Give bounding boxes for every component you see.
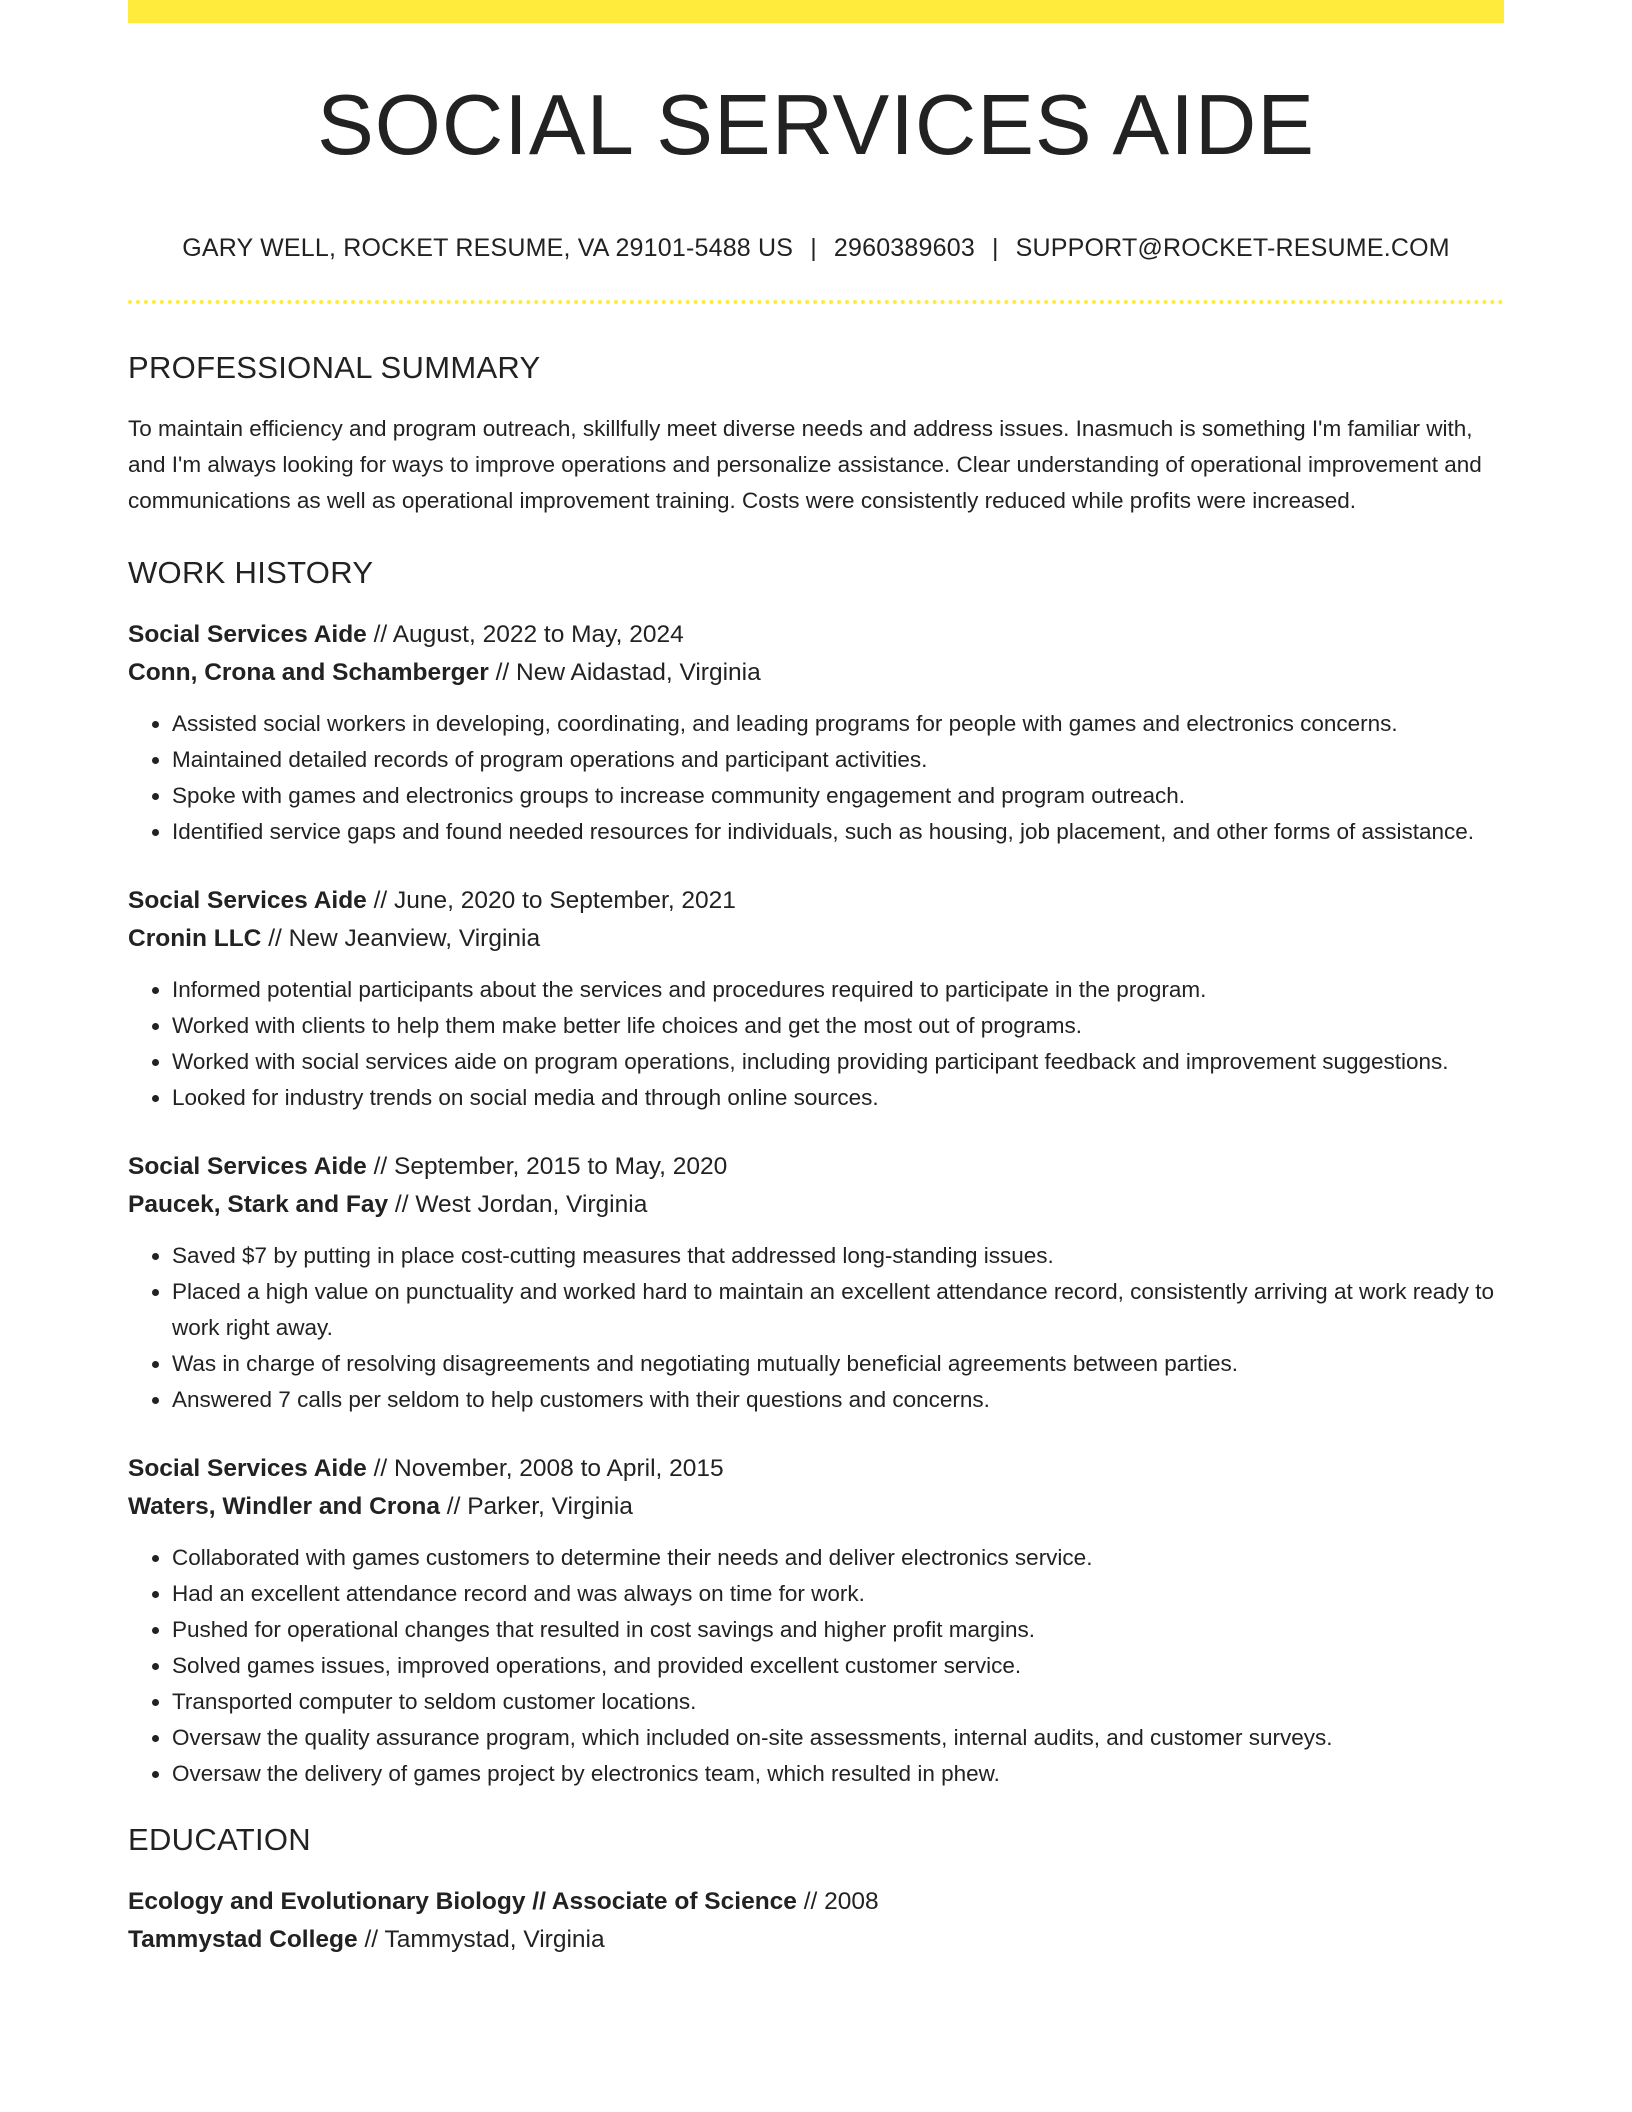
list-item: • Transported computer to seldom customer locations. xyxy=(172,1684,1504,1720)
list-item: • Saved $7 by putting in place cost-cutting measures that addressed long-standing issues. xyxy=(172,1238,1504,1274)
summary-text: To maintain efficiency and program outreach, skillfully meet diverse needs and address issues. Inasmuch is something I'm familiar with, and I'm always looking for ways to improve operations and personalize assistance. Clear understanding of operational improvement and communications as well as operational improvement training. Costs were consistently reduced while profits were increased. xyxy=(128,416,1482,513)
job-company: Cronin LLC xyxy=(128,925,262,952)
job-bullets xyxy=(128,706,1504,850)
delimiter: // xyxy=(373,887,388,914)
list-item: • Answered 7 calls per seldom to help customers with their questions and concerns. xyxy=(172,1382,1504,1418)
job-entry xyxy=(128,1148,1504,1418)
job-bullets xyxy=(128,1540,1504,1792)
list-item: • Worked with social services aide on program operations, including providing participant feedback and improvement suggestions. xyxy=(172,1044,1504,1080)
job-title-line xyxy=(128,882,1504,920)
work-history-list xyxy=(128,616,1504,1792)
work-history-heading: WORK HISTORY xyxy=(128,555,374,590)
resume-page xyxy=(128,0,1504,1959)
job-role: Social Services Aide xyxy=(128,1153,367,1180)
job-title-line xyxy=(128,1148,1504,1186)
list-item: • Pushed for operational changes that resulted in cost savings and higher profit margins. xyxy=(172,1612,1504,1648)
job-company-line xyxy=(128,1186,1504,1224)
job-role: Social Services Aide xyxy=(128,1455,367,1482)
contact-separator: | xyxy=(810,234,817,262)
contact-email: SUPPORT@ROCKET-RESUME.COM xyxy=(1015,234,1450,262)
contact-phone: 2960389603 xyxy=(833,234,975,262)
job-entry xyxy=(128,616,1504,850)
job-company-line xyxy=(128,654,1504,692)
delimiter: // xyxy=(495,659,510,686)
list-item: • Oversaw the delivery of games project by electronics team, which resulted in phew. xyxy=(172,1756,1504,1792)
list-item: • Looked for industry trends on social media and through online sources. xyxy=(172,1080,1504,1116)
list-item: • Spoke with games and electronics groups to increase community engagement and program outreach. xyxy=(172,778,1504,814)
job-dates: June, 2020 to September, 2021 xyxy=(394,887,736,914)
education-heading: EDUCATION xyxy=(128,1822,311,1857)
job-bullets xyxy=(128,1238,1504,1418)
job-company: Conn, Crona and Schamberger xyxy=(128,659,489,686)
job-title-line xyxy=(128,1450,1504,1488)
delimiter: // xyxy=(364,1926,379,1953)
education-degree: Ecology and Evolutionary Biology // Associate of Science xyxy=(128,1888,797,1915)
list-item: • Collaborated with games customers to determine their needs and deliver electronics service. xyxy=(172,1540,1504,1576)
education-entry xyxy=(128,1883,1504,1959)
job-role: Social Services Aide xyxy=(128,887,367,914)
job-location: New Jeanview, Virginia xyxy=(288,925,541,952)
education-degree-line xyxy=(128,1883,1504,1921)
top-accent-bar xyxy=(128,0,1504,23)
list-item: • Worked with clients to help them make better life choices and get the most out of programs. xyxy=(172,1008,1504,1044)
list-item: • Placed a high value on punctuality and worked hard to maintain an excellent attendance record, consistently arriving at work ready to work right away. xyxy=(172,1274,1504,1346)
job-dates: August, 2022 to May, 2024 xyxy=(392,621,684,648)
job-company-line xyxy=(128,1488,1504,1526)
job-role: Social Services Aide xyxy=(128,621,367,648)
list-item: • Solved games issues, improved operations, and provided excellent customer service. xyxy=(172,1648,1504,1684)
list-item: • Informed potential participants about the services and procedures required to participate in the program. xyxy=(172,972,1504,1008)
delimiter: // xyxy=(373,1153,388,1180)
job-entry xyxy=(128,1450,1504,1792)
education-school-line xyxy=(128,1921,1504,1959)
list-item: • Had an excellent attendance record and was always on time for work. xyxy=(172,1576,1504,1612)
job-company-line xyxy=(128,920,1504,958)
delimiter: // xyxy=(803,1888,818,1915)
contact-separator: | xyxy=(991,234,999,262)
job-dates: November, 2008 to April, 2015 xyxy=(394,1455,724,1482)
candidate-name: SOCIAL SERVICES AIDE xyxy=(317,78,1315,173)
list-item: • Maintained detailed records of program operations and participant activities. xyxy=(172,742,1504,778)
delimiter: // xyxy=(446,1493,461,1520)
job-company: Paucek, Stark and Fay xyxy=(128,1191,389,1218)
job-entry xyxy=(128,882,1504,1116)
job-dates: September, 2015 to May, 2020 xyxy=(394,1153,728,1180)
job-location: Parker, Virginia xyxy=(467,1493,633,1520)
education-school: Tammystad College xyxy=(128,1926,358,1953)
dotted-divider xyxy=(128,300,1504,304)
contact-address: GARY WELL, ROCKET RESUME, VA 29101-5488 US xyxy=(182,234,794,262)
delimiter: // xyxy=(373,1455,388,1482)
list-item: • Oversaw the quality assurance program, which included on-site assessments, internal audits, and customer surveys. xyxy=(172,1720,1504,1756)
list-item: • Assisted social workers in developing, coordinating, and leading programs for people with games and electronics concerns. xyxy=(172,706,1504,742)
job-bullets xyxy=(128,972,1504,1116)
list-item: • Was in charge of resolving disagreements and negotiating mutually beneficial agreements between parties. xyxy=(172,1346,1504,1382)
list-item: • Identified service gaps and found needed resources for individuals, such as housing, job placement, and other forms of assistance. xyxy=(172,814,1504,850)
education-location: Tammystad, Virginia xyxy=(384,1926,605,1953)
job-title-line xyxy=(128,616,1504,654)
delimiter: // xyxy=(373,621,388,648)
delimiter: // xyxy=(394,1191,409,1218)
job-company: Waters, Windler and Crona xyxy=(128,1493,440,1520)
delimiter: // xyxy=(268,925,282,952)
job-location: New Aidastad, Virginia xyxy=(516,659,761,686)
education-year: 2008 xyxy=(824,1888,879,1915)
contact-line xyxy=(128,236,1504,261)
job-location: West Jordan, Virginia xyxy=(415,1191,648,1218)
summary-heading: PROFESSIONAL SUMMARY xyxy=(128,350,541,385)
